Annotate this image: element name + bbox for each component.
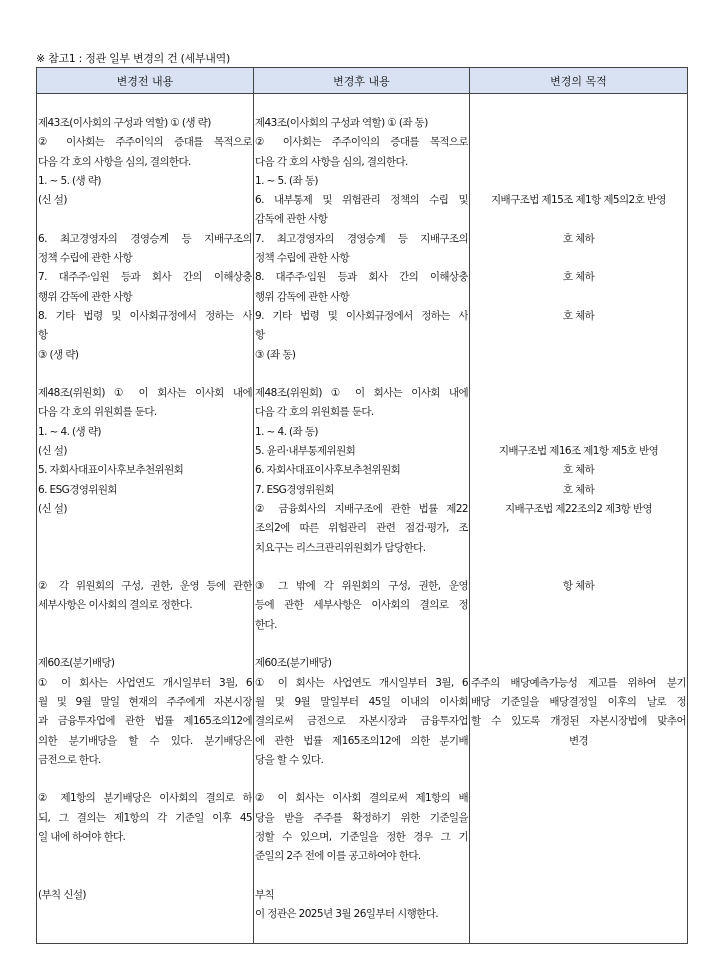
purpose-line: 지배구조법 제15조 제1항 제5의2호 반영	[491, 194, 666, 207]
before-line	[38, 558, 252, 577]
before-line	[38, 519, 252, 538]
purpose-line: 배당 기준일을 배당결정일 이후의 날로 정	[471, 695, 686, 708]
before-line: ② 이사회는 주주이익의 증대를 목적으로	[38, 136, 252, 149]
after-line: 다음 각 호의 사항을 심의, 결의한다.	[255, 155, 408, 168]
before-line	[38, 867, 252, 886]
after-line: 항	[255, 329, 265, 342]
after-line: 8. 대주주·임원 등과 회사 간의 이해상충	[255, 271, 468, 284]
after-content-cell	[254, 94, 470, 944]
before-line	[38, 365, 252, 384]
before-line: 월 및 9월 말일 현재의 주주에게 자본시장	[38, 695, 252, 708]
before-line	[38, 616, 252, 635]
after-line: 1. ~ 5. (좌 동)	[255, 174, 318, 187]
purpose-line: 주주의 배당예측가능성 제고를 위하여 분기	[471, 676, 686, 689]
table-row	[37, 94, 688, 944]
after-line: 제60조(분기배당)	[255, 657, 332, 670]
before-line: 6. 최고경영자의 경영승계 등 지배구조의	[38, 232, 252, 245]
before-line: ① 이 회사는 사업연도 개시일부터 3월, 6	[38, 676, 252, 689]
purpose-line: 변경	[568, 734, 589, 747]
purpose-content-cell	[470, 94, 688, 944]
purpose-line	[471, 153, 686, 172]
after-line	[255, 558, 468, 577]
before-line: 제43조(이사회의 구성과 역할) ① (생 략)	[38, 117, 211, 129]
before-line: 8. 기타 법령 및 이사회규정에서 정하는 사	[38, 309, 252, 322]
after-line: 조의2에 따른 위험관리 관련 점검·평가, 조	[255, 522, 468, 535]
after-line: 6. 내부통제 및 위험관리 정책의 수립 및	[255, 194, 468, 207]
purpose-line: 항 체하	[562, 580, 595, 593]
header-purpose: 변경의 목적	[470, 68, 688, 94]
before-line: 다음 각 호의 위원회를 둔다.	[38, 406, 157, 419]
before-line: ② 각 위원회의 구성, 권한, 운영 등에 관한	[38, 580, 252, 593]
before-line: 1. ~ 4. (생 략)	[38, 425, 101, 438]
before-line: (신 설)	[38, 502, 67, 515]
before-line: 5. 자회사대표이사후보추천위원회	[38, 464, 184, 477]
after-line	[255, 635, 468, 654]
purpose-line	[471, 423, 686, 442]
before-line	[38, 210, 252, 229]
purpose-line: 호 체하	[562, 483, 595, 496]
table-header-row	[37, 68, 688, 94]
after-line: 정할 수 있으며, 기준일을 정한 경우 그 기	[255, 830, 468, 843]
purpose-line: 호 체하	[562, 232, 595, 245]
purpose-line: 호 체하	[562, 271, 595, 284]
after-line: 7. 최고경영자의 경영승계 등 지배구조의	[255, 232, 468, 245]
before-line: (신 설)	[38, 445, 67, 458]
purpose-line	[471, 133, 686, 152]
before-line: 제48조(위원회) ① 이 회사는 이사회 내에	[38, 387, 252, 400]
after-line: 5. 윤리·내부통제위원회	[255, 445, 356, 458]
purpose-line	[471, 519, 686, 538]
after-line: 6. 자회사대표이사후보추천위원회	[255, 464, 401, 477]
before-line: 행위 감독에 관한 사항	[38, 290, 133, 303]
after-line: ① 이 회사는 사업연도 개시일부터 3월, 6	[255, 676, 468, 689]
before-line: 1. ~ 5. (생 략)	[38, 174, 101, 187]
amendment-comparison-table	[36, 67, 688, 944]
purpose-line	[471, 288, 686, 307]
before-line	[38, 847, 252, 866]
purpose-line: 할 수 있도록 개정된 자본시장법에 맞추어	[471, 715, 686, 728]
before-line	[38, 635, 252, 654]
after-line	[255, 867, 468, 886]
before-content-cell	[37, 94, 254, 944]
after-line: 결의로써 금전으로 자본시장과 금융투자업	[255, 715, 468, 728]
before-line	[38, 770, 252, 789]
before-line: 6. ESG경영위원회	[38, 483, 117, 496]
after-line: 등에 관한 세부사항은 이사회의 결의로 정	[255, 599, 468, 612]
after-line	[255, 770, 468, 789]
after-line: 다음 각 호의 위원회를 둔다.	[255, 406, 374, 419]
purpose-line	[471, 210, 686, 229]
after-line: 에 관한 법률 제165조의12에 의한 분기배	[255, 734, 468, 747]
before-line	[38, 539, 252, 558]
purpose-line	[471, 596, 686, 615]
purpose-line	[471, 558, 686, 577]
after-line: 한다.	[255, 618, 277, 631]
after-line: 1. ~ 4. (좌 동)	[255, 425, 318, 438]
purpose-line: 호 체하	[562, 309, 595, 322]
before-line: 정책 수립에 관한 사항	[38, 252, 133, 265]
purpose-line	[471, 384, 686, 403]
after-line: 제48조(위원회) ① 이 회사는 이사회 내에	[255, 387, 468, 400]
after-line: 정책 수립에 관한 사항	[255, 252, 350, 265]
after-line: ③ 그 밖에 각 위원회의 구성, 권한, 운영	[255, 580, 468, 593]
after-line: 9. 기타 법령 및 이사회규정에서 정하는 사	[255, 309, 468, 322]
after-line: ② 이사회는 주주이익의 증대를 목적으로	[255, 136, 468, 149]
before-line: (부칙 신설)	[38, 888, 86, 901]
after-line: 부칙	[255, 888, 275, 901]
after-line: 월 및 9월 말일부터 45일 이내의 이사회	[255, 695, 468, 708]
purpose-line	[471, 172, 686, 191]
after-line	[255, 365, 468, 384]
purpose-line: 지배구조법 제22조의2 제3항 반영	[504, 502, 653, 515]
purpose-line	[471, 635, 686, 654]
after-line: ③ (좌 동)	[255, 348, 296, 361]
after-line: 당을 받을 주주를 확정하기 위한 기준일을	[255, 811, 468, 824]
after-line: 7. ESG경영위원회	[255, 483, 334, 496]
before-line: 다음 각 호의 사항을 심의, 결의한다.	[38, 155, 191, 168]
purpose-line	[471, 654, 686, 673]
purpose-line	[471, 249, 686, 268]
purpose-line	[471, 346, 686, 365]
after-line: 준일의 2주 전에 이를 공고하여야 한다.	[255, 850, 421, 863]
before-line: 세부사항은 이사회의 결의로 정한다.	[38, 599, 193, 612]
after-line: 당을 할 수 있다.	[255, 753, 324, 766]
purpose-line	[471, 114, 686, 133]
purpose-line	[471, 539, 686, 558]
before-line: 제60조(분기배당)	[38, 657, 115, 670]
purpose-line	[471, 326, 686, 345]
after-line: ② 이 회사는 이사회 결의로써 제1항의 배	[255, 792, 468, 805]
purpose-line	[471, 616, 686, 635]
after-line: 행위 감독에 관한 사항	[255, 290, 350, 303]
after-line: 이 정관은 2025년 3월 26일부터 시행한다.	[255, 908, 439, 921]
reference-note: ※ 참고1 : 정관 일부 변경의 건 (세부내역)	[36, 52, 230, 65]
purpose-line: 호 체하	[562, 464, 595, 477]
purpose-line	[471, 403, 686, 422]
after-line: ② 금융회사의 지배구조에 관한 법률 제22	[255, 502, 468, 515]
after-line: 제43조(이사회의 구성과 역할) ① (좌 동)	[255, 117, 428, 129]
header-after: 변경후 내용	[254, 68, 470, 94]
before-line: 금전으로 한다.	[38, 753, 101, 766]
before-line: 7. 대주주·임원 등과 회사 간의 이해상충	[38, 271, 252, 284]
before-line: 일 내에 하여야 한다.	[38, 830, 126, 843]
before-line: (신 설)	[38, 194, 67, 207]
purpose-line: 지배구조법 제16조 제1항 제5호 반영	[498, 445, 659, 458]
before-line: 의한 분기배당을 할 수 있다. 분기배당은	[38, 734, 252, 747]
before-line: ③ (생 략)	[38, 348, 79, 361]
header-before: 변경전 내용	[37, 68, 254, 94]
before-line: 되, 그 결의는 제1항의 각 기준일 이후 45	[38, 811, 252, 824]
after-line: 치요구는 리스크관리위원회가 담당한다.	[255, 541, 426, 554]
before-line: 과 금융투자업에 관한 법률 제165조의12에	[38, 715, 252, 728]
before-line: 항	[38, 329, 48, 342]
after-line: 감독에 관한 사항	[255, 213, 328, 226]
before-line: ② 제1항의 분기배당은 이사회의 결의로 하	[38, 792, 252, 805]
purpose-line	[471, 365, 686, 384]
